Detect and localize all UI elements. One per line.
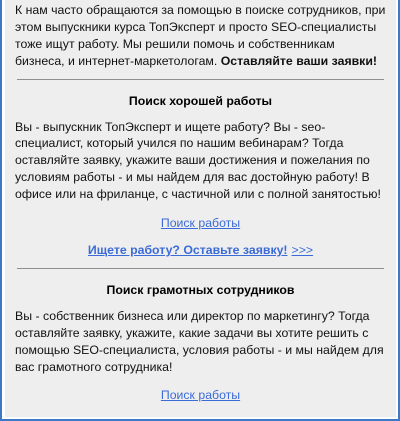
leave-application-link[interactable]: Ищете работу? Оставьте заявку!: [87, 242, 288, 257]
intro-paragraph: [15, 2, 386, 70]
job-search-link-row: [15, 215, 386, 232]
employee-search-link-row: [15, 387, 386, 404]
job-search-link[interactable]: Поиск работы: [160, 216, 241, 231]
employee-search-text: Вы - собственник бизнеса или директор по маркетингу? Тогда оставляйте заявку, укажите, какие задачи вы хотите решить с помощью SEO-специалиста, условия работы - и мы найдем для вас грамотного сотрудника!: [15, 308, 384, 374]
content-panel: [5, 0, 396, 417]
intro-text: К нам часто обращаются за помощью в поиске сотрудников, при этом выпускники курса ТопЭксперт и просто SEO-специалисты тоже ищут работу. Мы решили помочь и собственникам бизнеса, и интернет-маркетологам.: [15, 3, 386, 68]
divider: [17, 79, 384, 80]
job-search-title: Поиск хорошей работы: [128, 93, 273, 108]
job-search-text: Вы - выпускник ТопЭксперт и ищете работу? Вы - seo-специалист, который учился по нашим вебинарам? Тогда оставляйте заявку, укажите ваши достижения и пожелания по условиям работы - и мы найдем для вас достойную работу! В офисе или на фриланце, с частичной или с полной занятостью!: [15, 119, 381, 202]
divider: [17, 268, 384, 269]
page-content: [5, 0, 396, 404]
employee-search-title: Поиск грамотных сотрудников: [106, 282, 295, 297]
intro-bold-callout: Оставляйте ваши заявки!: [220, 53, 377, 68]
employee-search-link[interactable]: Поиск работы: [160, 388, 241, 403]
leave-application-arrows-link[interactable]: >>>: [291, 242, 314, 257]
cta-row: [15, 242, 386, 259]
